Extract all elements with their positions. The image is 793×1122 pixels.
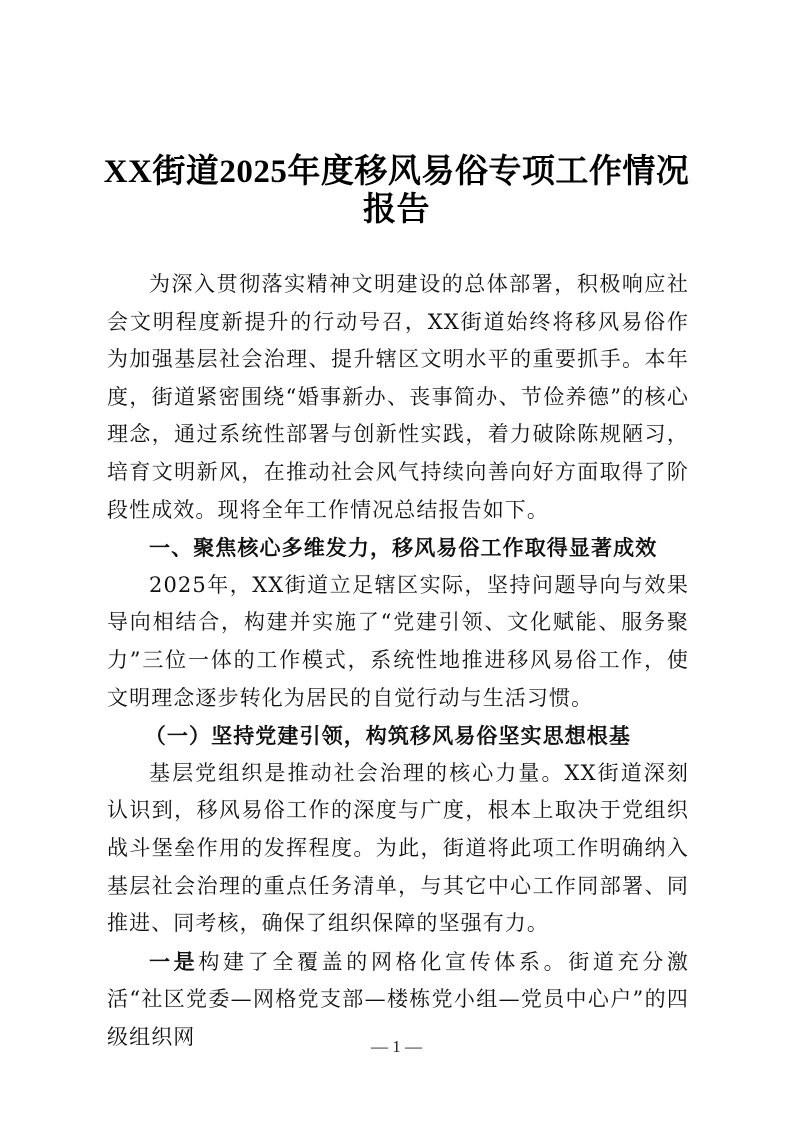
subsection-heading-1: （一）坚持党建引领，构筑移风易俗坚实思想根基 — [144, 723, 631, 749]
intro-paragraph: 为深入贯彻落实精神文明建设的总体部署，积极响应社会文明程度新提升的行动号召，XX街道始终将移风易俗作为加强基层社会治理、提升辖区文明水平的重要抓手。本年度，街道紧密围绕“婚事新办、丧事简办、节俭养德”的核心理念，通过系统性部署与创新性实践，着力破除陈规陋习，培育文明新风，在推动社会风气持续向善向好方面取得了阶段性成效。现将全年工作情况总结报告如下。 — [107, 272, 689, 522]
page-number: — 1 — — [371, 1037, 422, 1056]
section-heading-1: 一、聚焦核心多维发力，移风易俗工作取得显著成效 — [149, 535, 658, 561]
document-body — [107, 266, 689, 1056]
subsection-paragraph-1: 基层党组织是推动社会治理的核心力量。XX街道深刻认识到，移风易俗工作的深度与广度，根本上取决于党组织战斗堡垒作用的发挥程度。为此，街道将此项工作明确纳入基层社会治理的重点任务清单，与其它中心工作同部署、同推进、同考核，确保了组织保障的坚强有力。 — [107, 760, 689, 936]
document-title-line2: 报告 — [363, 192, 430, 228]
point-lead: 一是 — [149, 948, 199, 974]
section-paragraph-1: 2025年，XX街道立足辖区实际，坚持问题导向与效果导向相结合，构建并实施了“党建引领、文化赋能、服务聚力”三位一体的工作模式，系统性地推进移风易俗工作，使文明理念逐步转化为居民的自觉行动与生活习惯。 — [107, 572, 689, 710]
document-title-line1: XX街道2025年度移风易俗专项工作情况 — [103, 154, 690, 190]
point-text: 构建了全覆盖的网格化宣传体系。街道充分激活“社区党委—网格党支部—楼栋党小组—党员中心户”的四级组织网 — [107, 949, 689, 1049]
